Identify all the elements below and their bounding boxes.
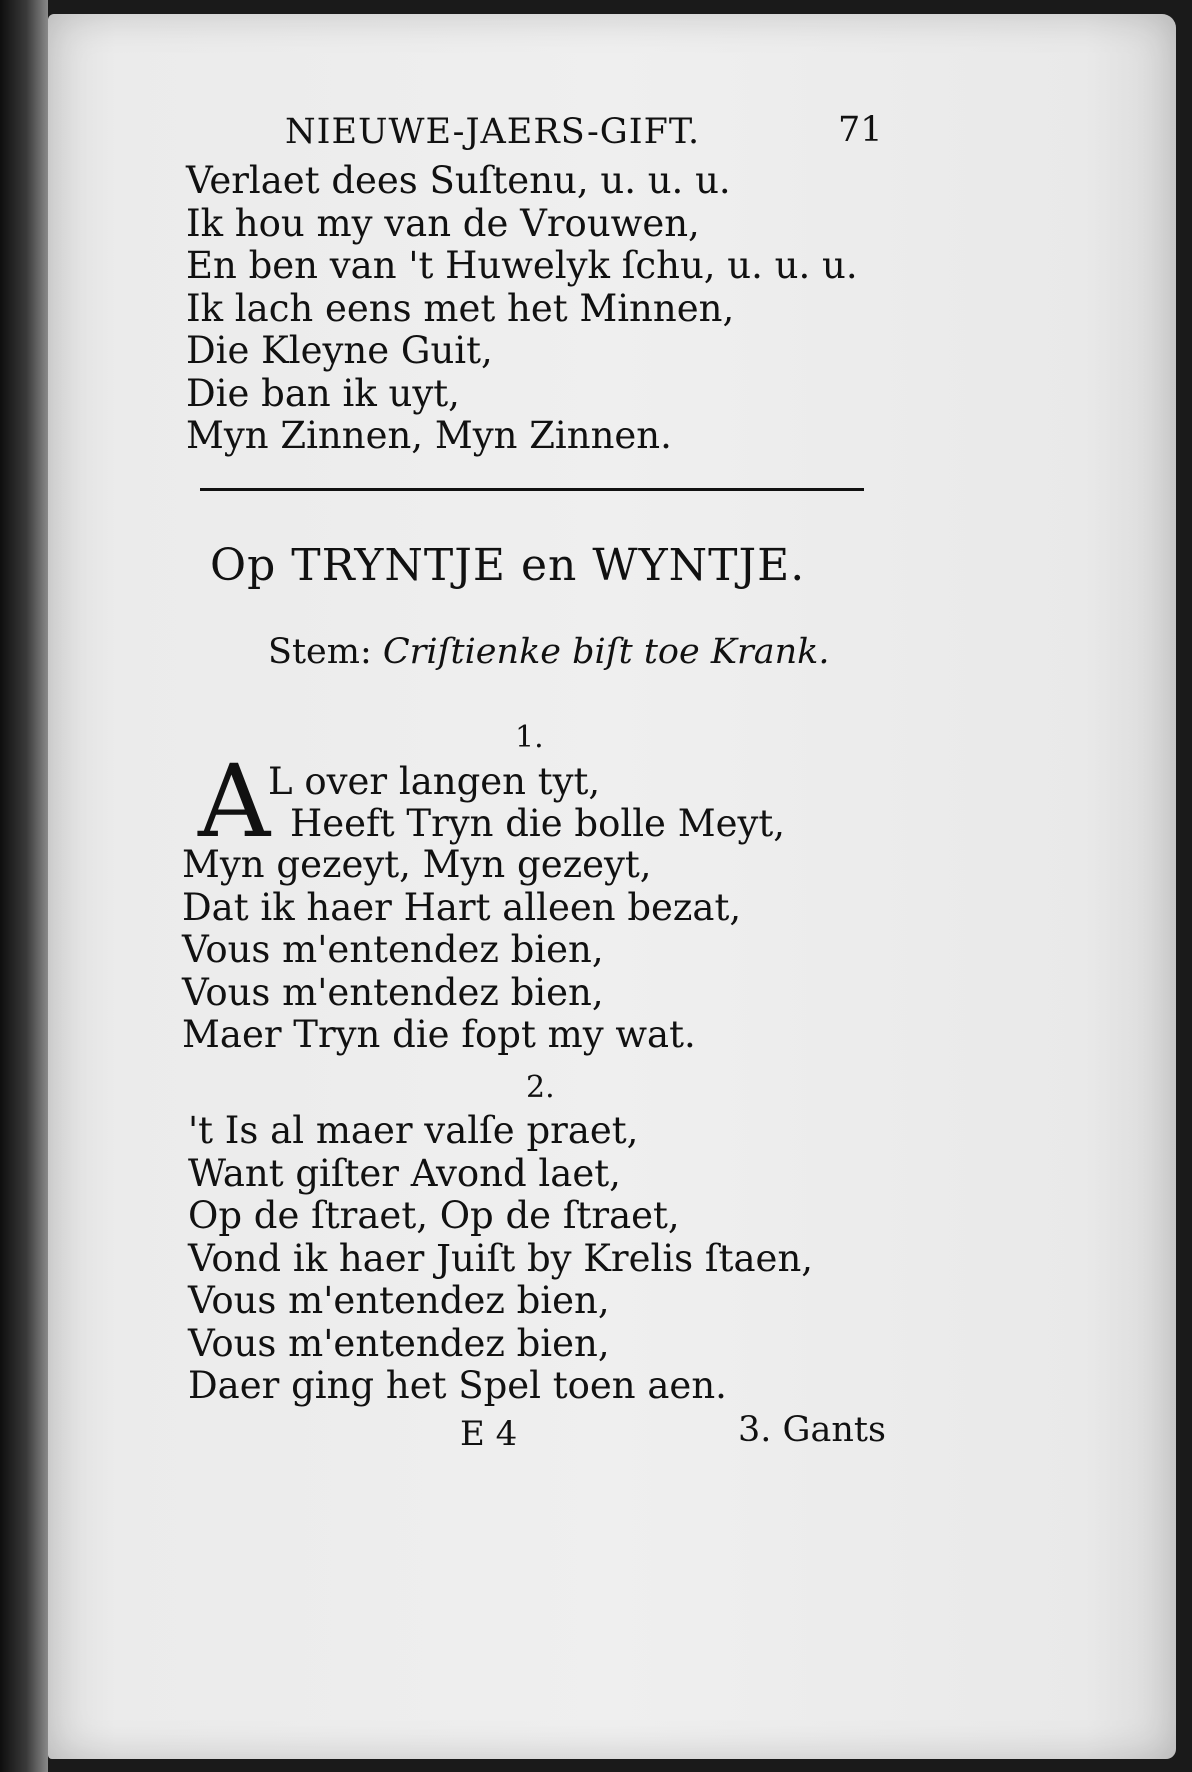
- verse-line: Vous m'entendez bien,: [188, 1279, 610, 1322]
- verse-line: Heeft Tryn die bolle Meyt,: [290, 802, 786, 845]
- section-divider: [200, 488, 864, 491]
- stanza-number: 1.: [515, 720, 544, 755]
- stanza-1: [182, 844, 741, 1057]
- verse-line: En ben van 't Huwelyk ſchu, u. u. u.: [186, 244, 858, 287]
- song-title: Op TRYNTJE en WYNTJE.: [210, 540, 806, 591]
- verse-line: Vous m'entendez bien,: [182, 970, 604, 1014]
- running-title: NIEUWE-JAERS-GIFT.: [285, 112, 701, 152]
- book-spine: [0, 0, 48, 1772]
- verse-line: Dat ik haer Hart alleen bezat,: [182, 885, 742, 929]
- signature-mark: E 4: [460, 1414, 518, 1454]
- stanza-number: 2.: [526, 1070, 555, 1105]
- catchword: 3. Gants: [738, 1410, 886, 1450]
- verse-line: Vous m'entendez bien,: [188, 1321, 610, 1365]
- verse-line: 't Is al maer valſe praet,: [188, 1109, 639, 1152]
- verse-line: Ik lach eens met het Minnen,: [186, 286, 735, 330]
- verse-line: Vond ik haer Juiſt by Krelis ſtaen,: [188, 1236, 814, 1280]
- verse-line: Vous m'entendez bien,: [182, 928, 604, 971]
- tune-name: Criſtienke biſt toe Krank.: [382, 632, 830, 672]
- page-number: 71: [838, 110, 883, 150]
- tune-line: [268, 632, 829, 672]
- verse-line: Maer Tryn die fopt my wat.: [182, 1013, 696, 1056]
- verse-line: Verlaet dees Suſtenu, u. u. u.: [186, 159, 731, 202]
- verse-continued: [186, 160, 858, 458]
- drop-cap: A: [198, 743, 271, 860]
- verse-line: Myn gezeyt, Myn gezeyt,: [182, 843, 652, 886]
- verse-line: Myn Zinnen, Myn Zinnen.: [186, 414, 672, 457]
- stanza-2: [188, 1110, 813, 1408]
- tune-label: Stem:: [268, 632, 372, 672]
- verse-line: Ik hou my van de Vrouwen,: [186, 201, 700, 245]
- verse-line: Daer ging het Spel toen aen.: [188, 1364, 727, 1407]
- verse-line: Op de ſtraet, Op de ſtraet,: [188, 1194, 680, 1237]
- verse-line: Die Kleyne Guit,: [186, 329, 493, 372]
- verse-line: Die ban ik uyt,: [186, 371, 460, 415]
- verse-line: Want giſter Avond laet,: [188, 1151, 621, 1195]
- verse-line: L over langen tyt,: [268, 760, 601, 803]
